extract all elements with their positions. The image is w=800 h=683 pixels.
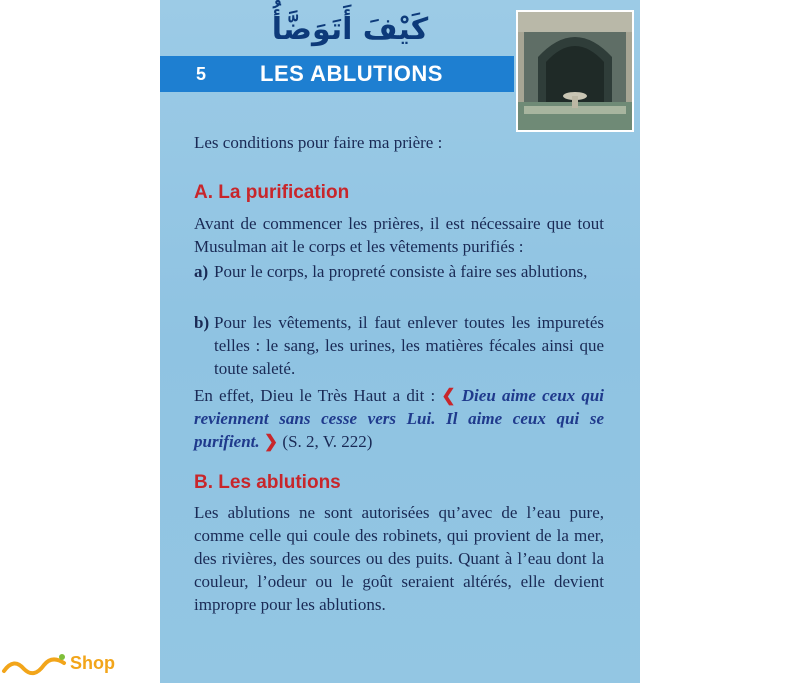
- heading-ablutions: B. Les ablutions: [194, 472, 341, 493]
- shop-watermark: [0, 649, 130, 683]
- verse-close-ornament: ❯: [263, 432, 279, 451]
- intro-text: Les conditions pour faire ma prière :: [194, 133, 443, 152]
- chapter-bar: [160, 56, 514, 92]
- verse-open-ornament: ❮: [441, 386, 456, 405]
- verse-reference: (S. 2, V. 222): [282, 432, 373, 451]
- list-item: [194, 311, 604, 380]
- list-item: [194, 260, 604, 283]
- book-page: [160, 0, 640, 683]
- verse-intro: En effet, Dieu le Très Haut a dit :: [194, 386, 436, 405]
- chapter-title: LES ABLUTIONS: [260, 61, 443, 86]
- fountain-icon: [518, 12, 632, 130]
- purification-paragraph: Avant de commencer les prières, il est nécessaire que tout Musulman ait le corps et les vêtements purifiés :: [194, 214, 604, 256]
- heading-purification: A. La purification: [194, 182, 350, 203]
- shop-label: Shop: [70, 653, 115, 673]
- ablutions-paragraph: Les ablutions ne sont autorisées qu’avec de l’eau pure, comme celle qui coule des robinets, qui provient de la mer, des rivières, des sources ou des puits. Quant à l’eau dont la couleur, l’odeur ou le goût seraient altérés, elle devient impropre pour les ablutions.: [194, 503, 604, 614]
- item-label: b): [194, 313, 210, 332]
- fountain-photo: [516, 10, 634, 132]
- verse-text: Dieu aime ceux qui reviennent sans cesse vers Lui. Il aime ceux qui se purifient.: [194, 386, 605, 451]
- shop-logo-icon: [0, 649, 70, 683]
- item-label: a): [194, 262, 209, 281]
- chapter-number: 5: [196, 64, 207, 84]
- arabic-title: كَيْفَ أَتَوَضَّأُ: [271, 12, 429, 47]
- item-text: Pour le corps, la propreté consiste à faire ses ablutions,: [214, 262, 588, 281]
- item-text: Pour les vêtements, il faut enlever toutes les impuretés telles : le sang, les urines, les matières fécales ainsi que toute saleté.: [214, 313, 604, 378]
- verse-paragraph: [194, 384, 604, 453]
